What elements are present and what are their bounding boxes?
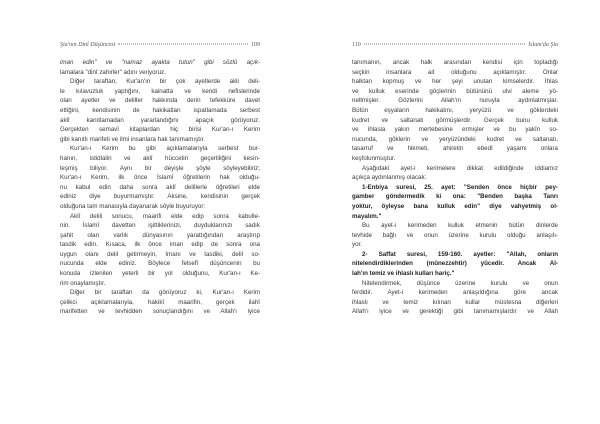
text-line: Diğer bir taraftan da görüyoruz ki, Kur'an-ı Kerim xyxy=(70,289,260,297)
text-line: tasdik edin. Kısaca, ilk önce iman edip de sonra ona xyxy=(60,241,260,249)
text-line: nin. İslamî davetten işittiklerinizi, duyduklarınızı sadık xyxy=(60,222,260,230)
text-line: nu kabul edin daha sonra aklî delillerle öğretileri elde xyxy=(60,183,260,191)
right-page-number: 110 xyxy=(352,42,361,48)
text-line: tanımanın, ancak halk arasından kendisi için topladığı xyxy=(352,59,558,66)
right-running-header xyxy=(352,42,558,48)
text-line: Gerçekten semavî kitaplardan hiç birisi Kur'an-ı Kerim xyxy=(60,126,260,134)
text-line: halktan kopmuş ve her şeyi unutan kimselerdir. İhlas xyxy=(352,78,558,86)
text-line: uygun olanı delil getirmeyin, îmanı ve tasdiki, delil so- xyxy=(60,250,260,258)
text-line: açıkça aydınlanmış olacak: xyxy=(352,174,427,182)
text-line: Bütün eşyaların hakikatını, yeryüzü ve göklerdeki xyxy=(352,106,558,114)
text-line: nitelendirdiklerinden (münezzehtir) yücedir. Ancak Al- xyxy=(352,260,558,268)
text-line: leşmiş biliyor. Aynı bir deyişle şöyle söyleyebiliriz; xyxy=(60,164,260,172)
text-line: şahit olan varlık dünyasının yarattığından araştırıp xyxy=(60,231,260,239)
header-leader-dots xyxy=(364,44,525,45)
right-page xyxy=(300,0,600,424)
left-running-header xyxy=(60,42,260,48)
text-line: ihlaslı ve temiz kılınan kullar müstesna diğerleri xyxy=(352,298,558,306)
left-page-number: 109 xyxy=(251,42,260,48)
text-line: nucunda, göklerin ve yeryüzündeki kudret ve saltanatı, xyxy=(352,135,558,143)
text-line: Kur'an-ı Kerim bu gibi açıklamalarıyla serbest bur- xyxy=(70,145,260,153)
text-line: ve kulluk eserinde göçlerinin bütününü ulvi aleme yö- xyxy=(352,87,558,95)
text-line: gamber göndermedik ki ona: "Benden başka Tanrı xyxy=(352,193,558,201)
text-line: 2- Saffat suresi, 159-160. ayetler: "Allah, onların xyxy=(362,250,558,258)
text-line: lamalara "dinî zahirler" adını veriyoruz. xyxy=(60,68,166,76)
right-body-text xyxy=(352,58,558,317)
text-line: lah'ın temiz ve ihlaslı kulları hariç." xyxy=(352,270,455,278)
text-line: keşfolunmuştur. xyxy=(352,154,396,162)
text-line: 1-Enbiya suresi, 25. ayet: "Senden önce hiçbir pey- xyxy=(362,183,558,191)
text-line: olduğuna tam manasıyla dayanarak söyle buyuruyor: xyxy=(60,202,206,210)
text-line: mayalım." xyxy=(352,212,382,220)
text-line: Diğer taraftan, Kur'an'ın bir çok ayetlerde akli deli- xyxy=(70,78,260,86)
left-header-title: Şia'nın Dinî Düşüncesi xyxy=(60,42,116,48)
text-line: gibi kanıtlı marifeti ve ilmi insanlara hak tanımamıştır. xyxy=(60,135,206,143)
header-leader-dots xyxy=(118,44,248,45)
text-line: konuda izlenilen yeterli bir yol olduğunu, Kur'an-ı Ke- xyxy=(60,270,260,278)
text-line: ediniz diye buyurmamıştır. Aksine, kendisinin gerçek xyxy=(60,193,260,201)
text-line: Aşağıdaki ayet-i kerimelere dikkat edildiğinde iddiamız xyxy=(362,164,558,172)
text-line: ettiğini, kendisinin de hakikatları ispatlamada serbest xyxy=(60,106,260,114)
text-line: yor. xyxy=(352,241,362,249)
text-line: olan ayetler ve deliller hakkında derin tefekküre davet xyxy=(60,97,260,105)
text-line: çelikci açıklamalarıyla, hakikî maarifin, gerçek ilahî xyxy=(60,298,260,306)
text-line: nucunda elde ediniz. Böylece felsefî düşüncenin bu xyxy=(60,260,260,268)
text-line: tasarruf ve hikmeti, ahiretin ebedî yaşamı onlara xyxy=(352,145,558,153)
text-line: Kur'an-ı Kerim, ilk önce İslamî öğretilerin hak olduğu- xyxy=(60,174,260,182)
text-line: marifetten ve tevhidden sonuçlandığını ve Allah'ı iyice xyxy=(60,308,260,316)
text-line: tevhide bağlı ve onun üzerine kurulu olduğu anlaşılı- xyxy=(352,231,558,239)
text-line: rim onaylamıştır. xyxy=(60,279,106,287)
text-line: iman edin" ve "namaz ayakta tutun" gibi sözlü açık- xyxy=(60,59,260,66)
left-body-text xyxy=(60,58,260,317)
text-line: ve ihlasla yakın mertebesine ermişler ve bu yakîn so- xyxy=(352,126,558,134)
text-line: kudret ve saltanatı görmüşlerdir. Gerçek bunu kulluk xyxy=(352,116,558,124)
text-line: neltmişler. Gözlerini Allah'ın nuruyla aydınlatmışlar. xyxy=(352,97,558,105)
text-line: Bu ayet-i kerimeden kulluk etmenin bütün dinlerde xyxy=(362,222,558,230)
text-line: hanın, istidlalin ve aklî hüccetin geçerliliğini kesin- xyxy=(60,154,260,162)
text-line: Nitelendirmek, düşünce üzerine kurulu ve onun xyxy=(362,279,558,287)
text-line: ferdidir. Ayet-i kerimeden anlaşıldığına göre ancak xyxy=(352,289,558,297)
text-line: Allah'ı iyice ve gerektiği gibi tanımamışlardır ve Allah xyxy=(352,308,558,316)
text-line: seçkin insanlara ait olduğunu açıklamıştır. Onlar xyxy=(352,68,558,76)
text-line: aklî kanıtlamadan yararlandığını apaçık görüyoruz. xyxy=(60,116,260,124)
text-line: yoktur, öyleyse bana kulluk edin" diye vahyetmiş ol- xyxy=(352,202,558,210)
text-line: le kılavuzluk yaptığını, kainatta ve kendi nefislerinde xyxy=(60,87,260,95)
right-header-title: İslam'da Şia xyxy=(528,42,558,48)
text-line: Aklî delili sonucu, maarifi elde edip sonra kabulle- xyxy=(70,212,260,220)
